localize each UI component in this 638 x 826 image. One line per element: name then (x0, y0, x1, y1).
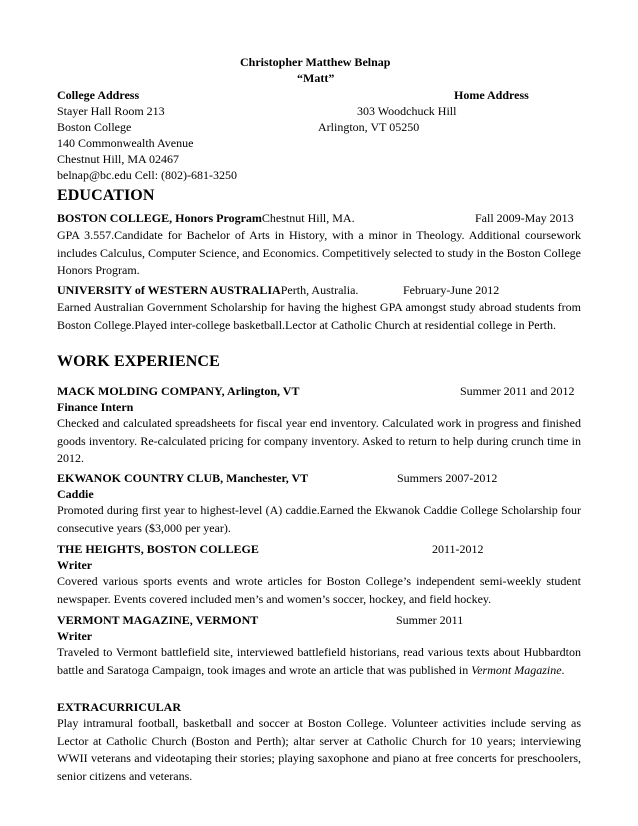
work-description-end: . (561, 662, 565, 677)
home-address-line: Arlington, VT 05250 (318, 120, 420, 134)
work-dates: Summer 2011 (396, 613, 464, 627)
extracurricular-heading: EXTRACURRICULAR (57, 700, 182, 714)
candidate-name: Christopher Matthew Belnap (240, 55, 391, 69)
work-role: Finance Intern (57, 400, 134, 414)
home-address-line: 303 Woodchuck Hill (357, 104, 457, 118)
work-org: THE HEIGHTS, BOSTON COLLEGE (57, 542, 259, 556)
work-description (57, 644, 581, 679)
education-location: Perth, Australia. (280, 283, 359, 297)
work-heading: WORK EXPERIENCE (57, 353, 220, 370)
work-org: EKWANOK COUNTRY CLUB, Manchester, VT (57, 471, 309, 485)
education-dates: Fall 2009-May 2013 (475, 211, 574, 225)
contact-line: belnap@bc.edu Cell: (802)-681-3250 (57, 168, 238, 182)
college-address-line: Chestnut Hill, MA 02467 (57, 152, 180, 166)
work-org: VERMONT MAGAZINE, VERMONT (57, 613, 259, 627)
education-dates: February-June 2012 (403, 283, 500, 297)
college-address-line: Stayer Hall Room 213 (57, 104, 165, 118)
college-address-line: 140 Commonwealth Avenue (57, 136, 194, 150)
work-description-text: Traveled to Vermont battlefield site, interviewed battlefield historians, read various texts about Hubbardton battle and Saratoga Campaign, took images and wrote an article that was published in (57, 645, 581, 677)
candidate-nickname: “Matt” (297, 71, 335, 85)
extracurricular-description: Play intramural football, basketball and soccer at Boston College. Volunteer activities include serving as Lector at Catholic Church (Boston and Perth); altar server at Catholic Church for 10 years; interviewing WWII veterans and videotaping their stories; playing saxophone and piano at free concerts for preschoolers, senior citizens and veterans. (57, 716, 581, 783)
education-org: UNIVERSITY of WESTERN AUSTRALIA (57, 283, 281, 297)
education-location: Chestnut Hill, MA. (261, 211, 355, 225)
work-dates: 2011-2012 (432, 542, 484, 556)
education-description: Earned Australian Government Scholarship for having the highest GPA amongst study abroad students from Boston College.Played inter-college basketball.Lector at Catholic Church at residential college in Perth. (57, 300, 581, 332)
work-role: Writer (57, 558, 93, 572)
work-dates: Summers 2007-2012 (397, 471, 498, 485)
home-address-label: Home Address (454, 88, 529, 102)
work-description: Promoted during first year to highest-level (A) caddie.Earned the Ekwanok Caddie College Scholarship four consecutive years ($3,000 per year). (57, 503, 581, 535)
work-role: Caddie (57, 487, 94, 501)
work-dates: Summer 2011 and 2012 (460, 384, 575, 398)
work-description: Checked and calculated spreadsheets for fiscal year end inventory. Calculated work in progress and finished goods inventory. Re-calculated pricing for company inventory. Asked to return to help during crunch time in 2012. (57, 416, 581, 465)
education-org: BOSTON COLLEGE, Honors Program (57, 211, 262, 225)
work-description: Covered various sports events and wrote articles for Boston College’s independent semi-weekly student newspaper. Events covered included men’s and women’s soccer, hockey, and field hockey. (57, 574, 581, 606)
work-role: Writer (57, 629, 93, 643)
education-entry-header (57, 282, 581, 300)
education-heading: EDUCATION (57, 187, 155, 204)
education-description: GPA 3.557.Candidate for Bachelor of Arts in History, with a minor in Theology. Additional coursework includes Calculus, Computer Science, and Economics. Competitively selected to study in the Boston College Honors Program. (57, 228, 581, 277)
publication-title: Vermont Magazine (471, 662, 562, 677)
college-address-label: College Address (57, 88, 140, 102)
college-address-line: Boston College (57, 120, 132, 134)
work-org: MACK MOLDING COMPANY, Arlington, VT (57, 384, 300, 398)
